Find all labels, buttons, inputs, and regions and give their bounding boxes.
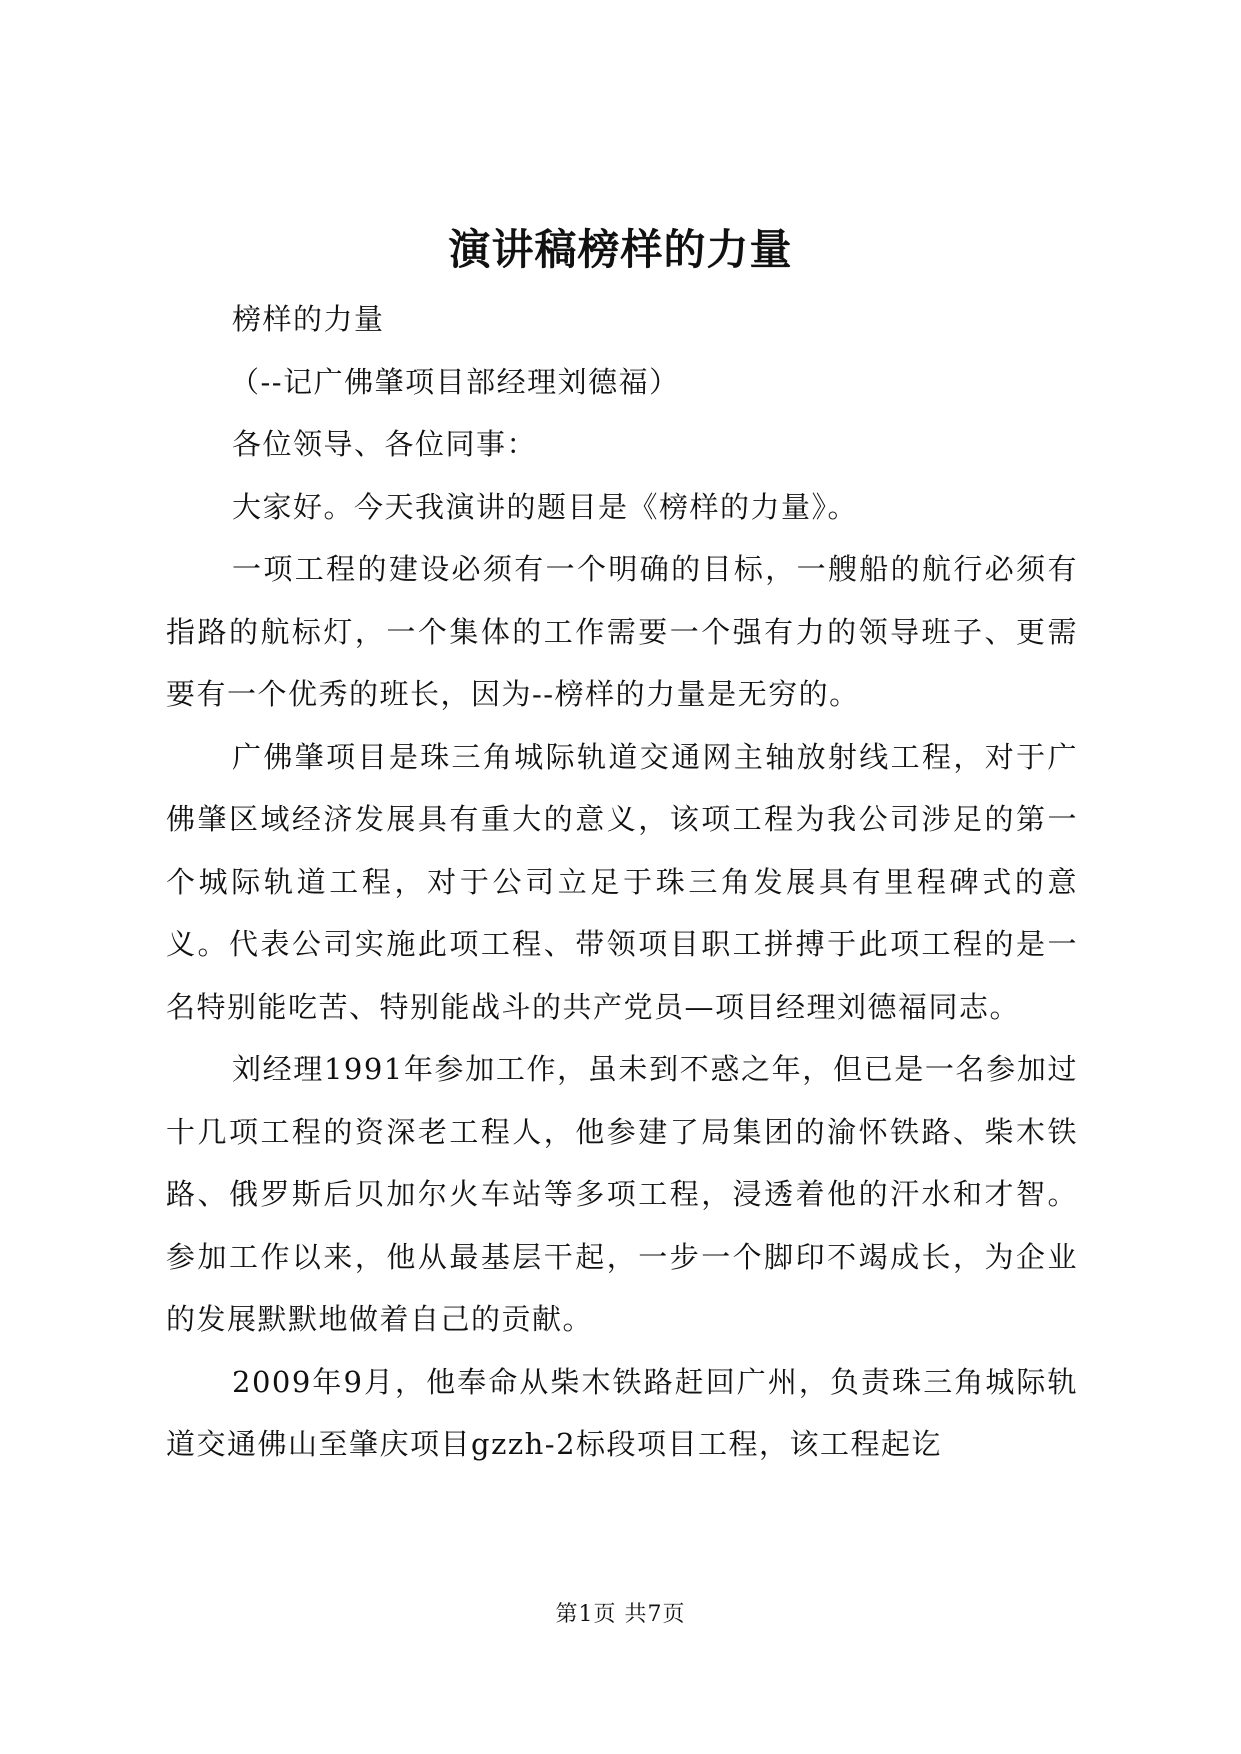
page-footer: 第1页 共7页 xyxy=(555,1602,686,1627)
paragraph-subtitle: 榜样的力量 xyxy=(232,302,385,336)
paragraph-body: 刘经理1991年参加工作，虽未到不惑之年，但已是一名参加过十几项工程的资深老工程人，他参建了局集团的渝怀铁路、柴木铁路、俄罗斯后贝加尔火车站等多项工程，浸透着他的汗水和才智。参加工作以来，他从最基层干起，一步一个脚印不竭成长，为企业的发展默默地做着自己的贡献。 xyxy=(166,1052,1078,1336)
paragraph-body: 广佛肇项目是珠三角城际轨道交通网主轴放射线工程，对于广佛肇区域经济发展具有重大的意义，该项工程为我公司涉足的第一个城际轨道工程，对于公司立足于珠三角发展具有里程碑式的意义。代表公司实施此项工程、带领项目职工拼搏于此项工程的是一名特别能吃苦、特别能战斗的共产党员—项目经理刘德福同志。 xyxy=(166,739,1078,1024)
paragraph-subtitle-note: （--记广佛肇项目部经理刘德福） xyxy=(230,364,680,399)
document-title: 演讲稿榜样的力量 xyxy=(448,225,793,274)
document-body xyxy=(166,288,1078,1476)
paragraph-greeting: 大家好。今天我演讲的题目是《榜样的力量》。 xyxy=(232,489,859,524)
paragraph-body: 2009年9月，他奉命从柴木铁路赶回广州，负责珠三角城际轨道交通佛山至肇庆项目gzzh-2标段项目工程，该工程起讫 xyxy=(166,1364,1078,1461)
paragraph-salutation: 各位领导、各位同事： xyxy=(232,427,538,461)
paragraph-body: 一项工程的建设必须有一个明确的目标，一艘船的航行必须有指路的航标灯，一个集体的工作需要一个强有力的领导班子、更需要有一个优秀的班长，因为--榜样的力量是无穷的。 xyxy=(166,552,1078,711)
